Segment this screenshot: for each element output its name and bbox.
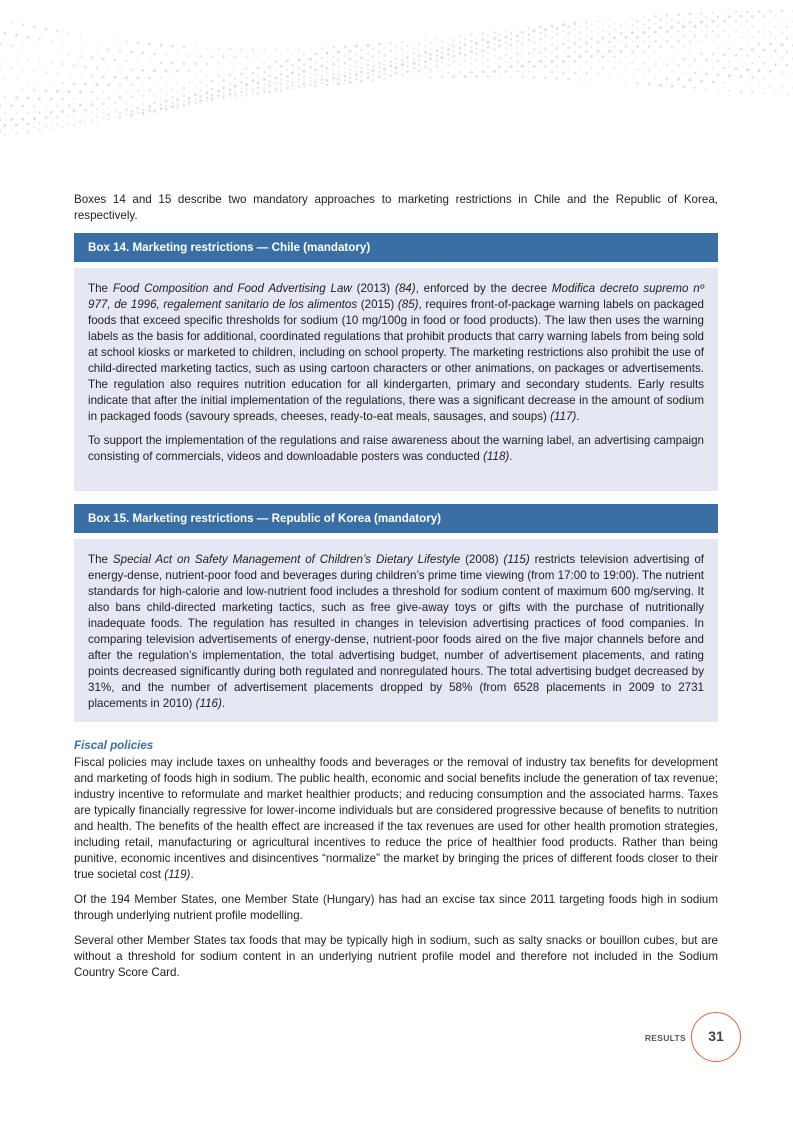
act-title: Special Act on Safety Management of Children’s Dietary Lifestyle — [112, 553, 461, 566]
page-number: 31 — [691, 1012, 741, 1062]
intro-paragraph — [74, 192, 718, 224]
box-15-title: Box 15. Marketing restrictions — Republic of Korea (mandatory) — [74, 504, 718, 533]
citation-119: (119) — [164, 868, 191, 881]
citation-85: (85) — [397, 298, 419, 311]
intro-text: Boxes 14 and 15 describe two mandatory approaches to marketing restrictions in Chile and the Republic of Korea, respectively. — [74, 193, 718, 222]
box-15-body — [74, 539, 718, 722]
box-14-title: Box 14. Marketing restrictions — Chile (mandatory) — [74, 233, 718, 262]
citation-117: (117) — [550, 410, 577, 423]
citation-115: (115) — [503, 553, 530, 566]
fiscal-paragraph-1: Fiscal policies may include taxes on unhealthy foods and beverages or the removal of industry tax benefits for development and marketing of foods high in sodium. The public health, economic and social benefits include the generation of tax revenue; industry incentive to reformulate and market healthier products; and reducing consumption and the associated harms. Taxes are typically financially regressive for lower-income individuals but are considered progressive because of benefits to nutrition and health. The benefits of the health effect are increased if the tax revenues are used for other health promotion strategies, including retail, manufacturing or agricultural incentives to reduce the price of healthier food products. Rather than being punitive, economic incentives and disincentives “normalize” the market by bringing the prices of different foods closer to their true societal cost (119). — [74, 756, 718, 881]
citation-118: (118) — [483, 450, 510, 463]
box-14-body — [74, 268, 718, 491]
fiscal-paragraph-3: Several other Member States tax foods that may be typically high in sodium, such as salty snacks or bouillon cubes, but are without a threshold for sodium content in an underlying nutrient profile model and therefore not included in the Sodium Country Score Card. — [74, 934, 718, 979]
decree-title: Modifica decreto supremo nº 977, de 1996, regalement sanitario de los alimentos — [88, 282, 704, 311]
box-14-paragraph-2: To support the implementation of the regulations and raise awareness about the warning label, an advertising campaign consisting of commercials, videos and downloadable posters was conducted (118). — [88, 434, 704, 463]
law-title: Food Composition and Food Advertising Law — [112, 282, 352, 295]
citation-116: (116) — [195, 697, 222, 710]
citation-84: (84) — [394, 282, 416, 295]
box-15-paragraph-1: The Special Act on Safety Management of Children’s Dietary Lifestyle (2008) (115) restricts television advertising of energy-dense, nutrient-poor food and beverages during children’s prime time viewing (from 17:00 to 19:00). The nutrient standards for high-calorie and low-nutrient food includes a threshold for sodium content of maximum 600 mg/serving. It also bans child-directed marketing tactics, such as free give-away toys or gifts with the purchase of nutritionally inadequate foods. The regulation has resulted in changes in television advertising practices of food companies. In comparing television advertisements of energy-dense, nutrient-poor foods aired on the five major channels before and after the regulation’s implementation, the total advertising budget, number of advertisement placements, and rating points decreased significantly during both regulated and nonregulated hours. The total advertising budget decreased by 31%, and the number of advertisement placements dropped by 58% (from 6528 placements in 2009 to 2731 placements in 2010) (116). — [88, 553, 704, 710]
footer-section-label: RESULTS — [644, 1033, 686, 1043]
fiscal-policies-heading: Fiscal policies — [74, 739, 154, 752]
fiscal-paragraph-2: Of the 194 Member States, one Member State (Hungary) has had an excise tax since 2011 targeting foods high in sodium through underlying nutrient profile modelling. — [74, 893, 718, 922]
box-14-paragraph-1: The Food Composition and Food Advertising Law (2013) (84), enforced by the decree Modifica decreto supremo nº 977, de 1996, regalement sanitario de los alimentos (2015) (85), requires front-of-package warning labels on packaged foods that exceed specific thresholds for sodium (10 mg/100g in food or food products). The law then uses the warning labels as the basis for additional, coordinated regulations that prohibit products that carry warning labels from being sold at school kiosks or marketed to children, including on school property. The marketing restrictions also prohibit the use of child-directed marketing tactics, such as using cartoon characters or other animations, on packages or advertisements. The regulation also requires nutrition education for all kindergarten, primary and secondary students. Early results indicate that after the initial implementation of the regulations, there was a significant decrease in the amount of sodium in packaged foods (savoury spreads, cheeses, ready-to-eat meals, sausages, and soups) (117). — [88, 282, 704, 423]
header-dot-pattern — [0, 0, 793, 150]
fiscal-policies-section — [74, 755, 718, 990]
